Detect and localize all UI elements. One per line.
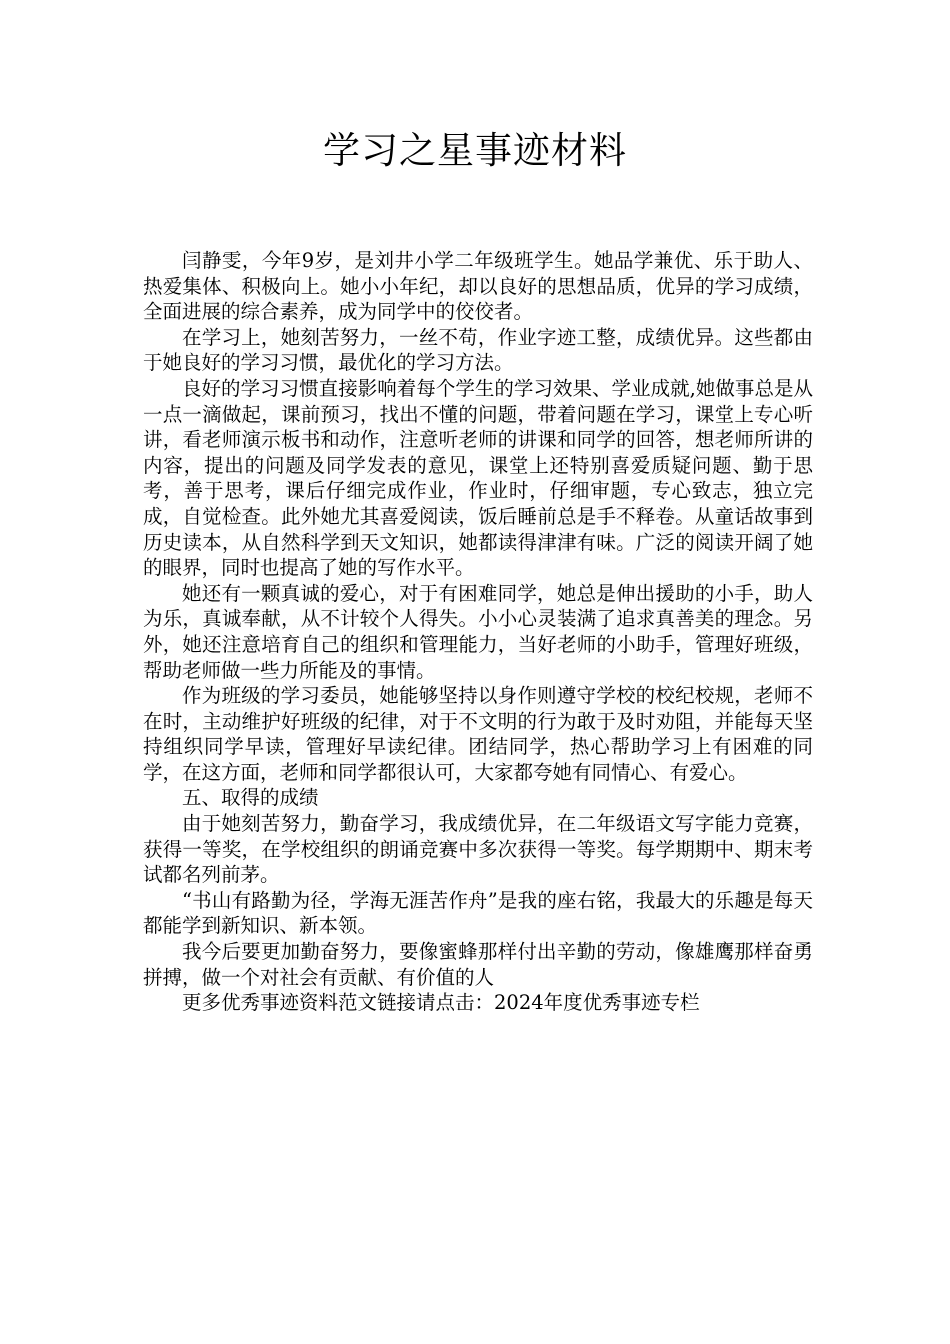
- paragraph-kindness: 她还有一颗真诚的爱心，对于有困难同学，她总是伸出援助的小手，助人为乐，真诚奉献，从不计较个人得失。小小心灵装满了追求真善美的理念。另外，她还注意培育自己的组织和管理能力，当好老师的小助手，管理好班级，帮助老师做一些力所能及的事情。: [143, 581, 813, 682]
- paragraph-motto: “书山有路勤为径，学海无涯苦作舟”是我的座右铭，我最大的乐趣是每天都能学到新知识、新本领。: [143, 888, 813, 938]
- document-body: [143, 248, 813, 1016]
- section-heading-achievements: 五、取得的成绩: [182, 786, 319, 810]
- paragraph-intro: 闫静雯，今年9岁，是刘井小学二年级班学生。她品学兼优、乐于助人、热爱集体、积极向上。她小小年纪，却以良好的思想品质，优异的学习成绩，全面进展的综合素养，成为同学中的佼佼者。: [143, 249, 813, 324]
- more-resources-link[interactable]: 更多优秀事迹资料范文链接请点击：2024年度优秀事迹专栏: [182, 991, 700, 1015]
- document-title: 学习之星事迹材料: [323, 129, 627, 172]
- paragraph-habits: 良好的学习习惯直接影响着每个学生的学习效果、学业成就,她做事总是从一点一滴做起，课前预习，找出不懂的问题，带着问题在学习，课堂上专心听讲，看老师演示板书和动作，注意听老师的讲课和同学的回答，想老师所讲的内容，提出的问题及同学发表的意见，课堂上还特别喜爱质疑问题、勤于思考，善于思考，课后仔细完成作业，作业时，仔细审题，专心致志，独立完成，自觉检查。此外她尤其喜爱阅读，饭后睡前总是手不释卷。从童话故事到历史读本，从自然科学到天文知识，她都读得津津有味。广泛的阅读开阔了她的眼界，同时也提高了她的写作水平。: [143, 376, 813, 580]
- paragraph-study: 在学习上，她刻苦努力，一丝不苟，作业字迹工整，成绩优异。这些都由于她良好的学习习惯，最优化的学习方法。: [143, 325, 813, 375]
- paragraph-achievements: 由于她刻苦努力，勤奋学习，我成绩优异，在二年级语文写字能力竞赛，获得一等奖，在学校组织的朗诵竞赛中多次获得一等奖。每学期期中、期末考试都名列前茅。: [143, 812, 813, 887]
- paragraph-committee: 作为班级的学习委员，她能够坚持以身作则遵守学校的校纪校规，老师不在时，主动维护好班级的纪律，对于不文明的行为敢于及时劝阻，并能每天坚持组织同学早读，管理好早读纪律。团结同学，热心帮助学习上有困难的同学，在这方面，老师和同学都很认可，大家都夸她有同情心、有爱心。: [143, 684, 813, 784]
- paragraph-future: 我今后要更加勤奋努力，要像蜜蜂那样付出辛勤的劳动，像雄鹰那样奋勇拼搏，做一个对社会有贡献、有价值的人: [143, 940, 813, 989]
